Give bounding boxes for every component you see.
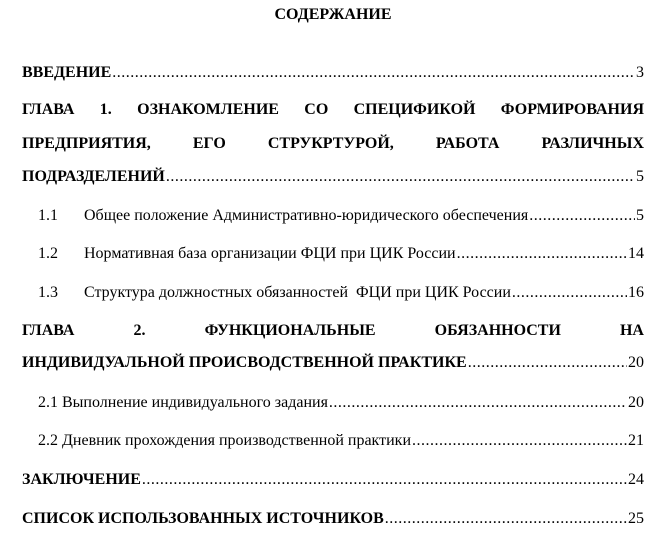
dot-leader	[112, 63, 635, 83]
toc-entry-label: 2.2 Дневник прохождения производственной практики	[38, 432, 411, 449]
toc-entry-intro[interactable]	[22, 63, 644, 83]
toc-entry-label: Нормативная база организации ФЦИ при ЦИК России	[84, 245, 456, 262]
section-number: 1.1	[38, 207, 58, 224]
toc-entry-label: ЗАКЛЮЧЕНИЕ	[22, 471, 141, 488]
toc-page-number: 5	[636, 168, 644, 185]
toc-page-number: 5	[636, 207, 644, 224]
dot-leader	[385, 509, 627, 529]
toc-page-number: 14	[628, 245, 644, 262]
chapter2-word: 2.	[133, 322, 146, 339]
section-number: 1.3	[38, 284, 58, 301]
chapter2-word: НА	[619, 322, 644, 339]
toc-entry-chapter1[interactable]	[22, 167, 644, 187]
toc-entry-label: ИНДИВИДУАЛЬНОЙ ПРОИСВОДСТВЕННОЙ ПРАКТИКЕ	[22, 354, 467, 371]
toc-entry-2-1[interactable]	[38, 393, 644, 413]
toc-entry-2-2[interactable]	[38, 431, 644, 451]
chapter2-word: ОБЯЗАННОСТИ	[434, 322, 561, 339]
toc-entry-label: СПИСОК ИСПОЛЬЗОВАННЫХ ИСТОЧНИКОВ	[22, 510, 384, 527]
toc-page-number: 24	[628, 471, 644, 488]
dot-leader	[412, 431, 627, 451]
toc-page-number: 16	[628, 284, 644, 301]
toc-entry-1-3[interactable]	[38, 283, 644, 303]
dot-leader	[512, 283, 627, 303]
toc-entry-label: Общее положение Административно-юридического обеспечения	[84, 207, 529, 224]
section-number: 1.2	[38, 245, 58, 262]
toc-entry-label: Структура должностных обязанностей ФЦИ при ЦИК России	[84, 284, 511, 301]
toc-title: СОДЕРЖАНИЕ	[274, 6, 392, 23]
toc-page-number: 21	[628, 432, 644, 449]
dot-leader	[166, 167, 635, 187]
toc-entry-label: ВВЕДЕНИЕ	[22, 64, 112, 81]
chapter1-heading-line2[interactable]: ПРЕДПРИЯТИЯ, ЕГО СТРУКРТУРОЙ, РАБОТА РАЗЛИЧНЫХ	[22, 135, 644, 152]
toc-entry-label: 2.1 Выполнение индивидуального задания	[38, 394, 328, 411]
toc-page-number: 20	[628, 354, 644, 371]
dot-leader	[529, 206, 635, 226]
chapter2-heading-line1[interactable]	[22, 321, 644, 341]
toc-entry-chapter2[interactable]	[22, 353, 644, 373]
toc-entry-label: ПОДРАЗДЕЛЕНИЙ	[22, 168, 165, 185]
dot-leader	[457, 244, 627, 264]
dot-leader	[468, 353, 627, 373]
toc-entry-1-1[interactable]	[38, 206, 644, 226]
dot-leader	[142, 470, 627, 490]
dot-leader	[329, 393, 627, 413]
toc-entry-sources[interactable]	[22, 509, 644, 529]
toc-entry-conclusion[interactable]	[22, 470, 644, 490]
chapter1-heading-line1[interactable]: ГЛАВА 1. ОЗНАКОМЛЕНИЕ СО СПЕЦИФИКОЙ ФОРМИРОВАНИЯ	[22, 101, 644, 118]
toc-entry-1-2[interactable]	[38, 244, 644, 264]
chapter2-word: ФУНКЦИОНАЛЬНЫЕ	[204, 322, 376, 339]
chapter2-word: ГЛАВА	[22, 322, 75, 339]
toc-page-number: 25	[628, 510, 644, 527]
toc-page-number: 3	[636, 64, 644, 81]
toc-page-number: 20	[628, 394, 644, 411]
